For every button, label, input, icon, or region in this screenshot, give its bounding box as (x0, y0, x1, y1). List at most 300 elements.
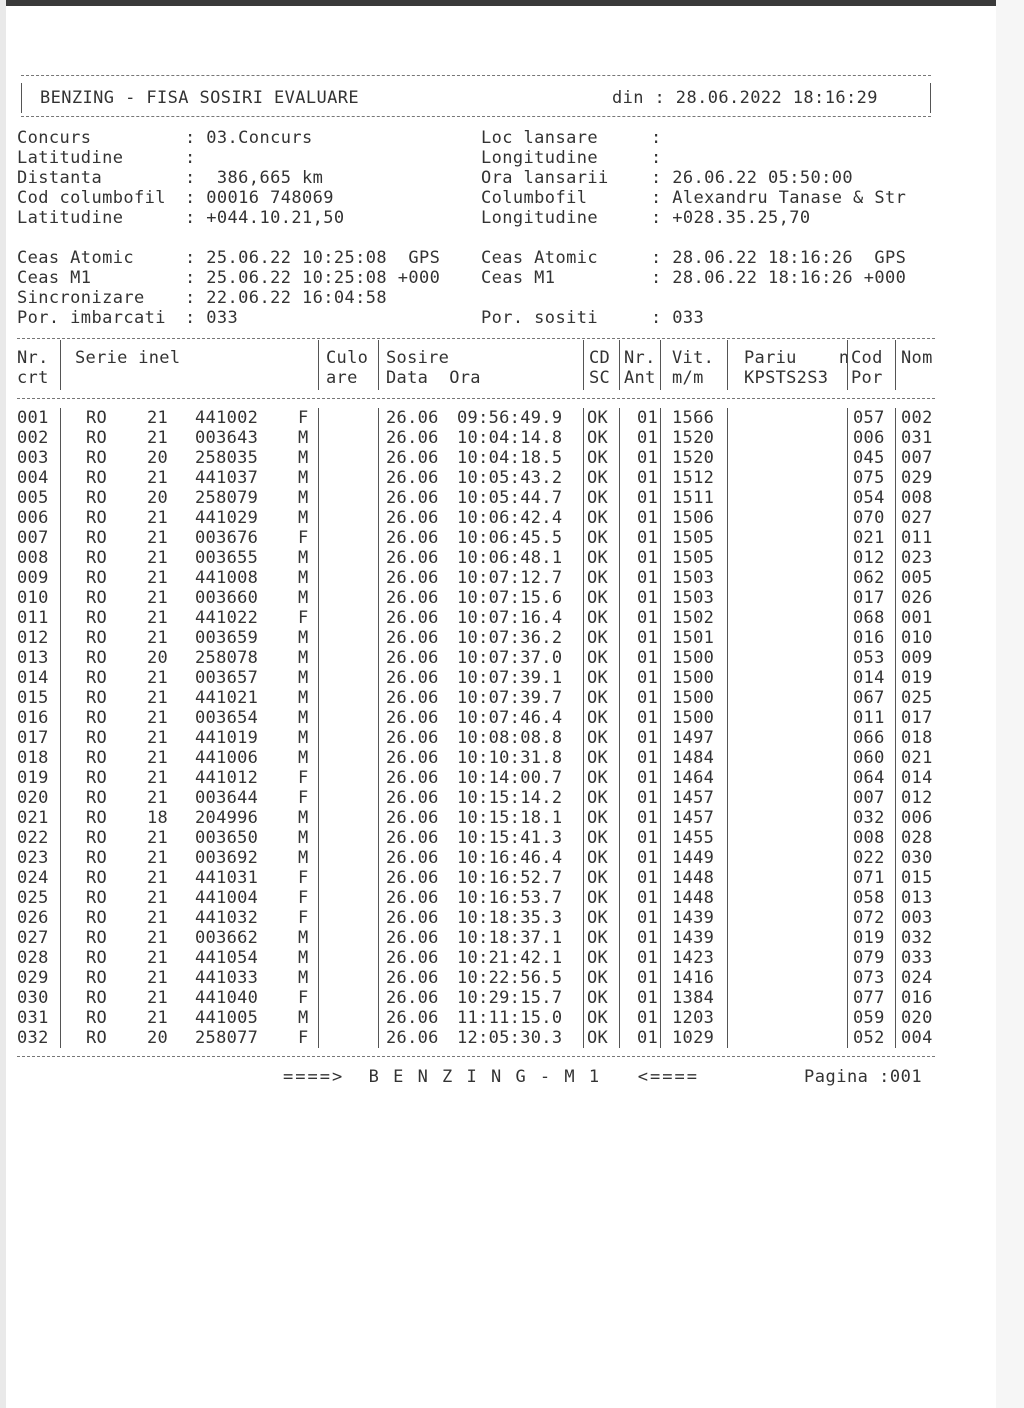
cell-ora: 10:07:39.7 (457, 688, 563, 708)
cell-nom: 018 (901, 728, 933, 748)
cell-ant: 01 (637, 928, 659, 948)
cell-sex: F (298, 988, 309, 1008)
cell-vit: 1512 (672, 468, 715, 488)
cell-inel: 258078 (195, 648, 259, 668)
cell-cd: OK (587, 868, 609, 888)
cell-sex: F (298, 608, 309, 628)
cell-an: 21 (147, 868, 169, 888)
cell-ant: 01 (637, 448, 659, 468)
cell-nr: 001 (17, 408, 49, 428)
cell-nr: 024 (17, 868, 49, 888)
column-divider (727, 340, 728, 390)
cell-vit: 1500 (672, 708, 715, 728)
report-title: BENZING - FISA SOSIRI EVALUARE (40, 88, 360, 108)
cell-vit: 1500 (672, 688, 715, 708)
cell-an: 21 (147, 428, 169, 448)
info-label: Latitudine (17, 148, 124, 168)
cell-tara: RO (86, 828, 108, 848)
cell-cod: 071 (853, 868, 885, 888)
cell-sex: M (298, 548, 309, 568)
cell-nom: 033 (901, 948, 933, 968)
cell-ant: 01 (637, 548, 659, 568)
cell-cd: OK (587, 588, 609, 608)
cell-cd: OK (587, 608, 609, 628)
cell-vit: 1500 (672, 648, 715, 668)
cell-an: 21 (147, 768, 169, 788)
cell-ant: 01 (637, 828, 659, 848)
cell-nr: 018 (17, 748, 49, 768)
cell-cod: 008 (853, 828, 885, 848)
scan-top-edge (0, 0, 1024, 6)
cell-ant: 01 (637, 708, 659, 728)
cell-data: 26.06 (386, 588, 439, 608)
cell-an: 21 (147, 968, 169, 988)
cell-nr: 030 (17, 988, 49, 1008)
info-value: : (185, 148, 196, 168)
cell-vit: 1497 (672, 728, 715, 748)
cell-inel: 441033 (195, 968, 259, 988)
cell-cod: 052 (853, 1028, 885, 1048)
cell-nr: 027 (17, 928, 49, 948)
cell-vit: 1503 (672, 568, 715, 588)
page-number: Pagina :001 (804, 1067, 923, 1087)
clock-label: Sincronizare (17, 288, 145, 308)
cell-data: 26.06 (386, 928, 439, 948)
cell-ora: 10:16:52.7 (457, 868, 563, 888)
cell-ora: 10:05:43.2 (457, 468, 563, 488)
cell-nr: 005 (17, 488, 49, 508)
cell-nr: 006 (17, 508, 49, 528)
cell-ant: 01 (637, 608, 659, 628)
cell-ora: 10:07:37.0 (457, 648, 563, 668)
cell-cd: OK (587, 748, 609, 768)
cell-vit: 1520 (672, 448, 715, 468)
cell-vit: 1448 (672, 868, 715, 888)
cell-inel: 003659 (195, 628, 259, 648)
cell-an: 21 (147, 888, 169, 908)
cell-inel: 441022 (195, 608, 259, 628)
cell-nom: 002 (901, 408, 933, 428)
cell-ant: 01 (637, 688, 659, 708)
cell-inel: 441019 (195, 728, 259, 748)
cell-nom: 030 (901, 848, 933, 868)
cell-nom: 004 (901, 1028, 933, 1048)
column-divider (727, 408, 728, 1048)
cell-cd: OK (587, 828, 609, 848)
info-label: Latitudine (17, 208, 124, 228)
cell-ora: 10:15:41.3 (457, 828, 563, 848)
cell-ora: 10:14:00.7 (457, 768, 563, 788)
cell-ant: 01 (637, 988, 659, 1008)
cell-cd: OK (587, 948, 609, 968)
column-divider (619, 340, 620, 390)
cell-sex: M (298, 688, 309, 708)
cell-tara: RO (86, 408, 108, 428)
cell-sex: M (298, 488, 309, 508)
cell-ant: 01 (637, 628, 659, 648)
cell-inel: 258035 (195, 448, 259, 468)
cell-ora: 12:05:30.3 (457, 1028, 563, 1048)
cell-cd: OK (587, 668, 609, 688)
column-header: Serie inel (75, 348, 181, 368)
cell-vit: 1520 (672, 428, 715, 448)
cell-nr: 009 (17, 568, 49, 588)
cell-data: 26.06 (386, 908, 439, 928)
cell-sex: M (298, 848, 309, 868)
cell-cd: OK (587, 648, 609, 668)
cell-an: 21 (147, 828, 169, 848)
cell-inel: 258079 (195, 488, 259, 508)
clock-value: : 28.06.22 18:16:26 +000 (651, 268, 907, 288)
cell-ora: 10:06:45.5 (457, 528, 563, 548)
cell-nom: 031 (901, 428, 933, 448)
cell-vit: 1505 (672, 528, 715, 548)
cell-ant: 01 (637, 1008, 659, 1028)
cell-ant: 01 (637, 748, 659, 768)
cell-an: 21 (147, 408, 169, 428)
cell-tara: RO (86, 988, 108, 1008)
table-bottom-rule (17, 1056, 935, 1057)
cell-nom: 008 (901, 488, 933, 508)
column-divider (895, 408, 896, 1048)
cell-data: 26.06 (386, 728, 439, 748)
cell-inel: 003655 (195, 548, 259, 568)
cell-nom: 025 (901, 688, 933, 708)
cell-nom: 006 (901, 808, 933, 828)
info-label: Distanta (17, 168, 103, 188)
info-label: Cod columbofil (17, 188, 166, 208)
cell-nom: 021 (901, 748, 933, 768)
cell-data: 26.06 (386, 428, 439, 448)
column-divider (378, 340, 379, 390)
cell-ora: 10:05:44.7 (457, 488, 563, 508)
cell-cd: OK (587, 408, 609, 428)
info-value: : +044.10.21,50 (185, 208, 345, 228)
cell-ora: 10:18:37.1 (457, 928, 563, 948)
cell-data: 26.06 (386, 528, 439, 548)
cell-nr: 016 (17, 708, 49, 728)
footer-banner: ====> B E N Z I N G - M 1 <==== (283, 1067, 699, 1087)
column-divider (583, 408, 584, 1048)
cell-vit: 1511 (672, 488, 715, 508)
cell-ant: 01 (637, 408, 659, 428)
title-box-right (930, 83, 931, 113)
cell-inel: 003644 (195, 788, 259, 808)
cell-data: 26.06 (386, 448, 439, 468)
cell-sex: F (298, 1028, 309, 1048)
cell-data: 26.06 (386, 968, 439, 988)
table-top-rule (17, 338, 935, 339)
info-value: : (651, 128, 662, 148)
cell-cod: 054 (853, 488, 885, 508)
cell-tara: RO (86, 728, 108, 748)
cell-inel: 441006 (195, 748, 259, 768)
cell-data: 26.06 (386, 848, 439, 868)
clock-label: Ceas Atomic (481, 248, 598, 268)
cell-tara: RO (86, 788, 108, 808)
cell-ora: 10:06:42.4 (457, 508, 563, 528)
scan-left-edge (0, 0, 6, 1408)
column-header-sub: Por (851, 368, 883, 388)
cell-nr: 023 (17, 848, 49, 868)
cell-cod: 045 (853, 448, 885, 468)
cell-an: 21 (147, 588, 169, 608)
cell-cod: 068 (853, 608, 885, 628)
cell-cod: 022 (853, 848, 885, 868)
cell-cd: OK (587, 508, 609, 528)
cell-an: 20 (147, 448, 169, 468)
cell-sex: M (298, 968, 309, 988)
cell-nom: 019 (901, 668, 933, 688)
cell-ora: 10:04:18.5 (457, 448, 563, 468)
cell-nr: 010 (17, 588, 49, 608)
cell-cd: OK (587, 688, 609, 708)
cell-cod: 006 (853, 428, 885, 448)
cell-sex: M (298, 448, 309, 468)
cell-vit: 1449 (672, 848, 715, 868)
cell-data: 26.06 (386, 808, 439, 828)
cell-ant: 01 (637, 508, 659, 528)
cell-an: 18 (147, 808, 169, 828)
column-divider (847, 340, 848, 390)
cell-cd: OK (587, 628, 609, 648)
cell-ora: 10:21:42.1 (457, 948, 563, 968)
cell-ant: 01 (637, 788, 659, 808)
cell-cd: OK (587, 968, 609, 988)
scan-right-edge (996, 0, 1024, 1408)
clock-value: : 22.06.22 16:04:58 (185, 288, 388, 308)
cell-ant: 01 (637, 488, 659, 508)
column-divider (895, 340, 896, 390)
cell-tara: RO (86, 588, 108, 608)
cell-vit: 1457 (672, 788, 715, 808)
cell-sex: M (298, 468, 309, 488)
cell-cod: 072 (853, 908, 885, 928)
cell-cod: 060 (853, 748, 885, 768)
cell-inel: 441012 (195, 768, 259, 788)
cell-tara: RO (86, 1008, 108, 1028)
cell-nom: 013 (901, 888, 933, 908)
cell-cd: OK (587, 768, 609, 788)
cell-vit: 1457 (672, 808, 715, 828)
cell-cod: 075 (853, 468, 885, 488)
column-divider (378, 408, 379, 1048)
cell-inel: 441029 (195, 508, 259, 528)
cell-an: 21 (147, 608, 169, 628)
cell-ora: 10:15:18.1 (457, 808, 563, 828)
cell-data: 26.06 (386, 768, 439, 788)
cell-inel: 204996 (195, 808, 259, 828)
clock-value: : 25.06.22 10:25:08 +000 (185, 268, 441, 288)
cell-data: 26.06 (386, 1008, 439, 1028)
cell-ant: 01 (637, 1028, 659, 1048)
cell-ora: 10:07:36.2 (457, 628, 563, 648)
cell-nr: 015 (17, 688, 49, 708)
cell-nr: 003 (17, 448, 49, 468)
cell-nr: 017 (17, 728, 49, 748)
column-header-sub: crt (17, 368, 49, 388)
cell-tara: RO (86, 968, 108, 988)
cell-an: 21 (147, 508, 169, 528)
cell-tara: RO (86, 668, 108, 688)
cell-vit: 1439 (672, 908, 715, 928)
cell-an: 21 (147, 568, 169, 588)
cell-sex: M (298, 828, 309, 848)
info-value: : (651, 148, 662, 168)
cell-tara: RO (86, 1028, 108, 1048)
clock-label: Ceas M1 (481, 268, 556, 288)
cell-tara: RO (86, 468, 108, 488)
cell-sex: F (298, 408, 309, 428)
cell-an: 21 (147, 528, 169, 548)
cell-sex: M (298, 648, 309, 668)
cell-tara: RO (86, 548, 108, 568)
cell-nom: 011 (901, 528, 933, 548)
cell-cd: OK (587, 908, 609, 928)
cell-vit: 1505 (672, 548, 715, 568)
cell-ora: 09:56:49.9 (457, 408, 563, 428)
clock-value: : 033 (651, 308, 705, 328)
cell-nr: 026 (17, 908, 49, 928)
cell-nr: 008 (17, 548, 49, 568)
cell-nr: 021 (17, 808, 49, 828)
cell-sex: M (298, 588, 309, 608)
cell-data: 26.06 (386, 988, 439, 1008)
cell-cod: 012 (853, 548, 885, 568)
cell-inel: 441054 (195, 948, 259, 968)
cell-inel: 441021 (195, 688, 259, 708)
column-header-sub: SC (589, 368, 611, 388)
cell-ora: 11:11:15.0 (457, 1008, 563, 1028)
cell-vit: 1448 (672, 888, 715, 908)
cell-cod: 053 (853, 648, 885, 668)
cell-cod: 017 (853, 588, 885, 608)
cell-data: 26.06 (386, 568, 439, 588)
cell-tara: RO (86, 748, 108, 768)
cell-ant: 01 (637, 808, 659, 828)
cell-cd: OK (587, 788, 609, 808)
cell-data: 26.06 (386, 828, 439, 848)
cell-tara: RO (86, 628, 108, 648)
cell-data: 26.06 (386, 488, 439, 508)
cell-tara: RO (86, 868, 108, 888)
cell-nom: 003 (901, 908, 933, 928)
cell-data: 26.06 (386, 948, 439, 968)
cell-inel: 441002 (195, 408, 259, 428)
cell-ora: 10:16:46.4 (457, 848, 563, 868)
cell-cod: 062 (853, 568, 885, 588)
cell-data: 26.06 (386, 548, 439, 568)
cell-nom: 026 (901, 588, 933, 608)
cell-ant: 01 (637, 428, 659, 448)
cell-an: 21 (147, 908, 169, 928)
column-header: Vit. (672, 348, 715, 368)
cell-ora: 10:22:56.5 (457, 968, 563, 988)
cell-an: 21 (147, 928, 169, 948)
cell-cod: 059 (853, 1008, 885, 1028)
cell-tara: RO (86, 708, 108, 728)
cell-vit: 1455 (672, 828, 715, 848)
cell-an: 21 (147, 848, 169, 868)
column-divider (660, 408, 661, 1048)
cell-ora: 10:07:15.6 (457, 588, 563, 608)
cell-cod: 070 (853, 508, 885, 528)
cell-tara: RO (86, 808, 108, 828)
cell-ant: 01 (637, 728, 659, 748)
cell-nom: 014 (901, 768, 933, 788)
cell-inel: 003650 (195, 828, 259, 848)
cell-nom: 023 (901, 548, 933, 568)
column-divider (60, 340, 61, 390)
cell-sex: M (298, 628, 309, 648)
cell-nom: 010 (901, 628, 933, 648)
info-value: : 386,665 km (185, 168, 324, 188)
clock-label: Ceas M1 (17, 268, 92, 288)
cell-data: 26.06 (386, 788, 439, 808)
info-value: : Alexandru Tanase & Str (651, 188, 907, 208)
cell-an: 21 (147, 948, 169, 968)
cell-ora: 10:10:31.8 (457, 748, 563, 768)
cell-cod: 077 (853, 988, 885, 1008)
cell-an: 20 (147, 1028, 169, 1048)
cell-tara: RO (86, 528, 108, 548)
cell-nom: 016 (901, 988, 933, 1008)
cell-ant: 01 (637, 468, 659, 488)
cell-nr: 019 (17, 768, 49, 788)
cell-tara: RO (86, 448, 108, 468)
title-box-left (21, 83, 22, 113)
column-header: Nr. (624, 348, 656, 368)
cell-nom: 020 (901, 1008, 933, 1028)
column-header: Culo (326, 348, 369, 368)
column-divider (619, 408, 620, 1048)
clock-label: Ceas Atomic (17, 248, 134, 268)
info-label: Columbofil (481, 188, 588, 208)
cell-vit: 1566 (672, 408, 715, 428)
cell-sex: M (298, 1008, 309, 1028)
cell-ant: 01 (637, 648, 659, 668)
cell-tara: RO (86, 948, 108, 968)
cell-data: 26.06 (386, 608, 439, 628)
clock-label: Por. imbarcati (17, 308, 166, 328)
cell-tara: RO (86, 928, 108, 948)
cell-cod: 032 (853, 808, 885, 828)
cell-an: 21 (147, 628, 169, 648)
cell-ora: 10:18:35.3 (457, 908, 563, 928)
cell-tara: RO (86, 508, 108, 528)
info-label: Concurs (17, 128, 92, 148)
cell-nom: 005 (901, 568, 933, 588)
cell-vit: 1439 (672, 928, 715, 948)
cell-sex: F (298, 908, 309, 928)
cell-nom: 001 (901, 608, 933, 628)
cell-sex: M (298, 728, 309, 748)
cell-ant: 01 (637, 768, 659, 788)
cell-an: 21 (147, 988, 169, 1008)
info-label: Ora lansarii (481, 168, 609, 188)
cell-cd: OK (587, 848, 609, 868)
cell-data: 26.06 (386, 708, 439, 728)
cell-ora: 10:16:53.7 (457, 888, 563, 908)
cell-cod: 067 (853, 688, 885, 708)
cell-cod: 019 (853, 928, 885, 948)
cell-cd: OK (587, 728, 609, 748)
cell-nr: 028 (17, 948, 49, 968)
cell-cd: OK (587, 888, 609, 908)
cell-nom: 027 (901, 508, 933, 528)
info-value: : 26.06.22 05:50:00 (651, 168, 854, 188)
column-header-sub: KPSTS2S3 (744, 368, 829, 388)
